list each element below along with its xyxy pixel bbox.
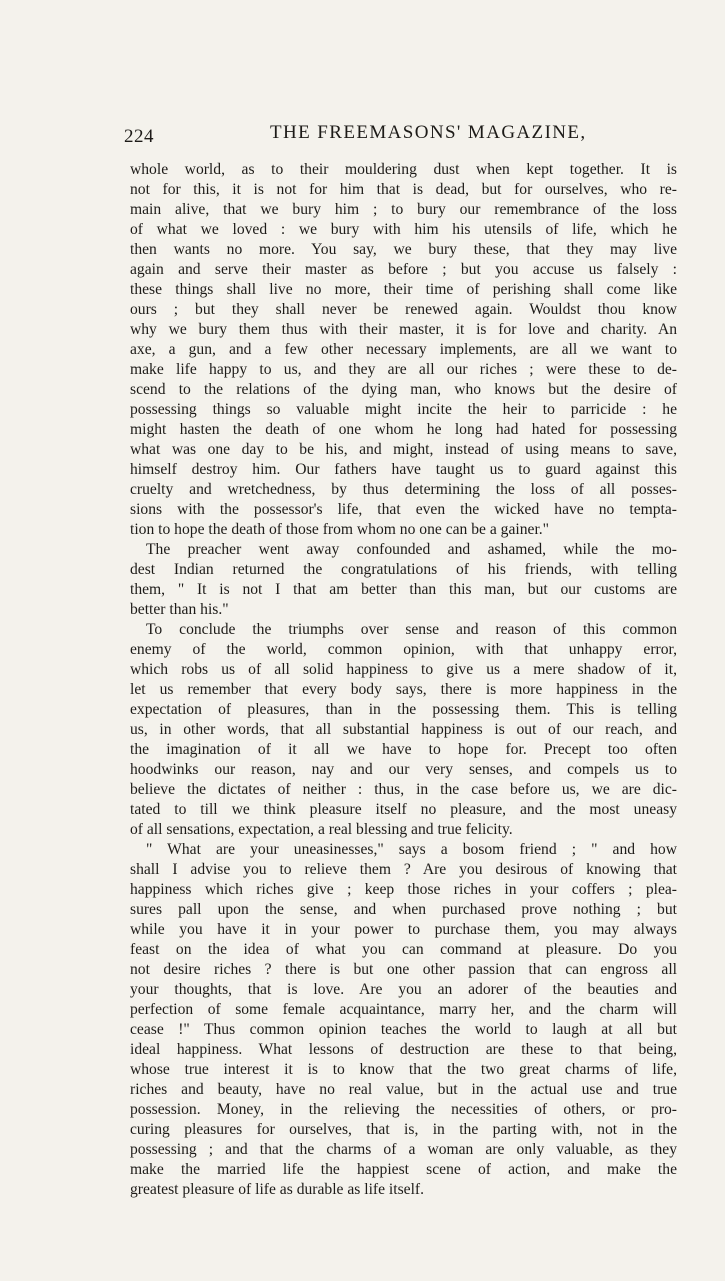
text-line: of what we loved : we bury with him his utensils of life, which he <box>130 221 677 238</box>
text-line: whole world, as to their mouldering dust when kept together. It is <box>130 161 677 178</box>
text-line: shall I advise you to relieve them ? Are you desirous of knowing that <box>130 861 677 878</box>
text-line: curing pleasures for ourselves, that is, in the parting with, not in the <box>130 1121 677 1138</box>
text-line: tion to hope the death of those from whom no one can be a gainer." <box>130 521 550 538</box>
text-line: make life happy to us, and they are all our riches ; were these to de- <box>130 361 677 378</box>
text-line: expectation of pleasures, than in the possessing them. This is telling <box>130 701 677 718</box>
text-line: let us remember that every body says, there is more happiness in the <box>130 681 677 698</box>
text-line: sions with the possessor's life, that even the wicked have no tempta- <box>130 501 677 518</box>
text-line: tated to till we think pleasure itself no pleasure, and the most uneasy <box>130 801 677 818</box>
text-line: scend to the relations of the dying man, who knows but the desire of <box>130 381 677 398</box>
text-line: better than his." <box>130 601 229 618</box>
text-line: cruelty and wretchedness, by thus determining the loss of all posses- <box>130 481 677 498</box>
text-line: us, in other words, that all substantial happiness is out of our reach, and <box>130 721 677 738</box>
text-line: of all sensations, expectation, a real blessing and true felicity. <box>130 821 513 838</box>
text-line: possession. Money, in the relieving the necessities of others, or pro- <box>130 1101 677 1118</box>
text-line: The preacher went away confounded and ashamed, while the mo- <box>146 541 677 558</box>
text-line: your thoughts, that is love. Are you an adorer of the beauties and <box>130 981 677 998</box>
text-line: why we bury them thus with their master, it is for love and charity. An <box>130 321 677 338</box>
text-line: enemy of the world, common opinion, with that unhappy error, <box>130 641 677 658</box>
text-line: whose true interest it is to know that the two great charms of life, <box>130 1061 677 1078</box>
text-line: while you have it in your power to purchase them, you may always <box>130 921 677 938</box>
text-line: possessing ; and that the charms of a woman are only valuable, as they <box>130 1141 677 1158</box>
text-line: " What are your uneasinesses," says a bosom friend ; " and how <box>146 841 677 858</box>
text-line: cease !" Thus common opinion teaches the world to laugh at all but <box>130 1021 677 1038</box>
text-line: what was one day to be his, and might, instead of using means to save, <box>130 441 677 458</box>
text-line: the imagination of it all we have to hope for. Precept too often <box>130 741 677 758</box>
text-line: ideal happiness. What lessons of destruction are these to that being, <box>130 1041 677 1058</box>
text-line: dest Indian returned the congratulations of his friends, with telling <box>130 561 677 578</box>
text-line: main alive, that we bury him ; to bury our remembrance of the loss <box>130 201 677 218</box>
text-line: believe the dictates of neither : thus, in the case before us, we are dic- <box>130 781 677 798</box>
text-line: axe, a gun, and a few other necessary implements, are all we want to <box>130 341 677 358</box>
text-line: hoodwinks our reason, nay and our very senses, and compels us to <box>130 761 677 778</box>
text-line: then wants no more. You say, we bury these, that they may live <box>130 241 677 258</box>
text-line: himself destroy him. Our fathers have taught us to guard against this <box>130 461 677 478</box>
text-line: greatest pleasure of life as durable as life itself. <box>130 1181 424 1198</box>
text-line: which robs us of all solid happiness to give us a mere shadow of it, <box>130 661 677 678</box>
text-line: not desire riches ? there is but one other passion that can engross all <box>130 961 677 978</box>
text-line: not for this, it is not for him that is dead, but for ourselves, who re- <box>130 181 677 198</box>
text-line: To conclude the triumphs over sense and reason of this common <box>146 621 677 638</box>
running-title: THE FREEMASONS' MAGAZINE, <box>270 122 587 143</box>
text-line: possessing things so valuable might incite the heir to parricide : he <box>130 401 677 418</box>
text-line: feast on the idea of what you can command at pleasure. Do you <box>130 941 677 958</box>
text-line: these things shall live no more, their time of perishing shall come like <box>130 281 677 298</box>
text-line: happiness which riches give ; keep those riches in your coffers ; plea- <box>130 881 677 898</box>
text-line: perfection of some female acquaintance, marry her, and the charm will <box>130 1001 677 1018</box>
text-line: again and serve their master as before ; but you accuse us falsely : <box>130 261 677 278</box>
text-line: might hasten the death of one whom he long had hated for possessing <box>130 421 677 438</box>
text-line: sures pall upon the sense, and when purchased prove nothing ; but <box>130 901 677 918</box>
text-line: riches and beauty, have no real value, but in the actual use and true <box>130 1081 677 1098</box>
text-line: ours ; but they shall never be renewed again. Wouldst thou know <box>130 301 677 318</box>
text-line: them, " It is not I that am better than this man, but our customs are <box>130 581 677 598</box>
text-line: make the married life the happiest scene of action, and make the <box>130 1161 677 1178</box>
page-number: 224 <box>124 126 154 147</box>
